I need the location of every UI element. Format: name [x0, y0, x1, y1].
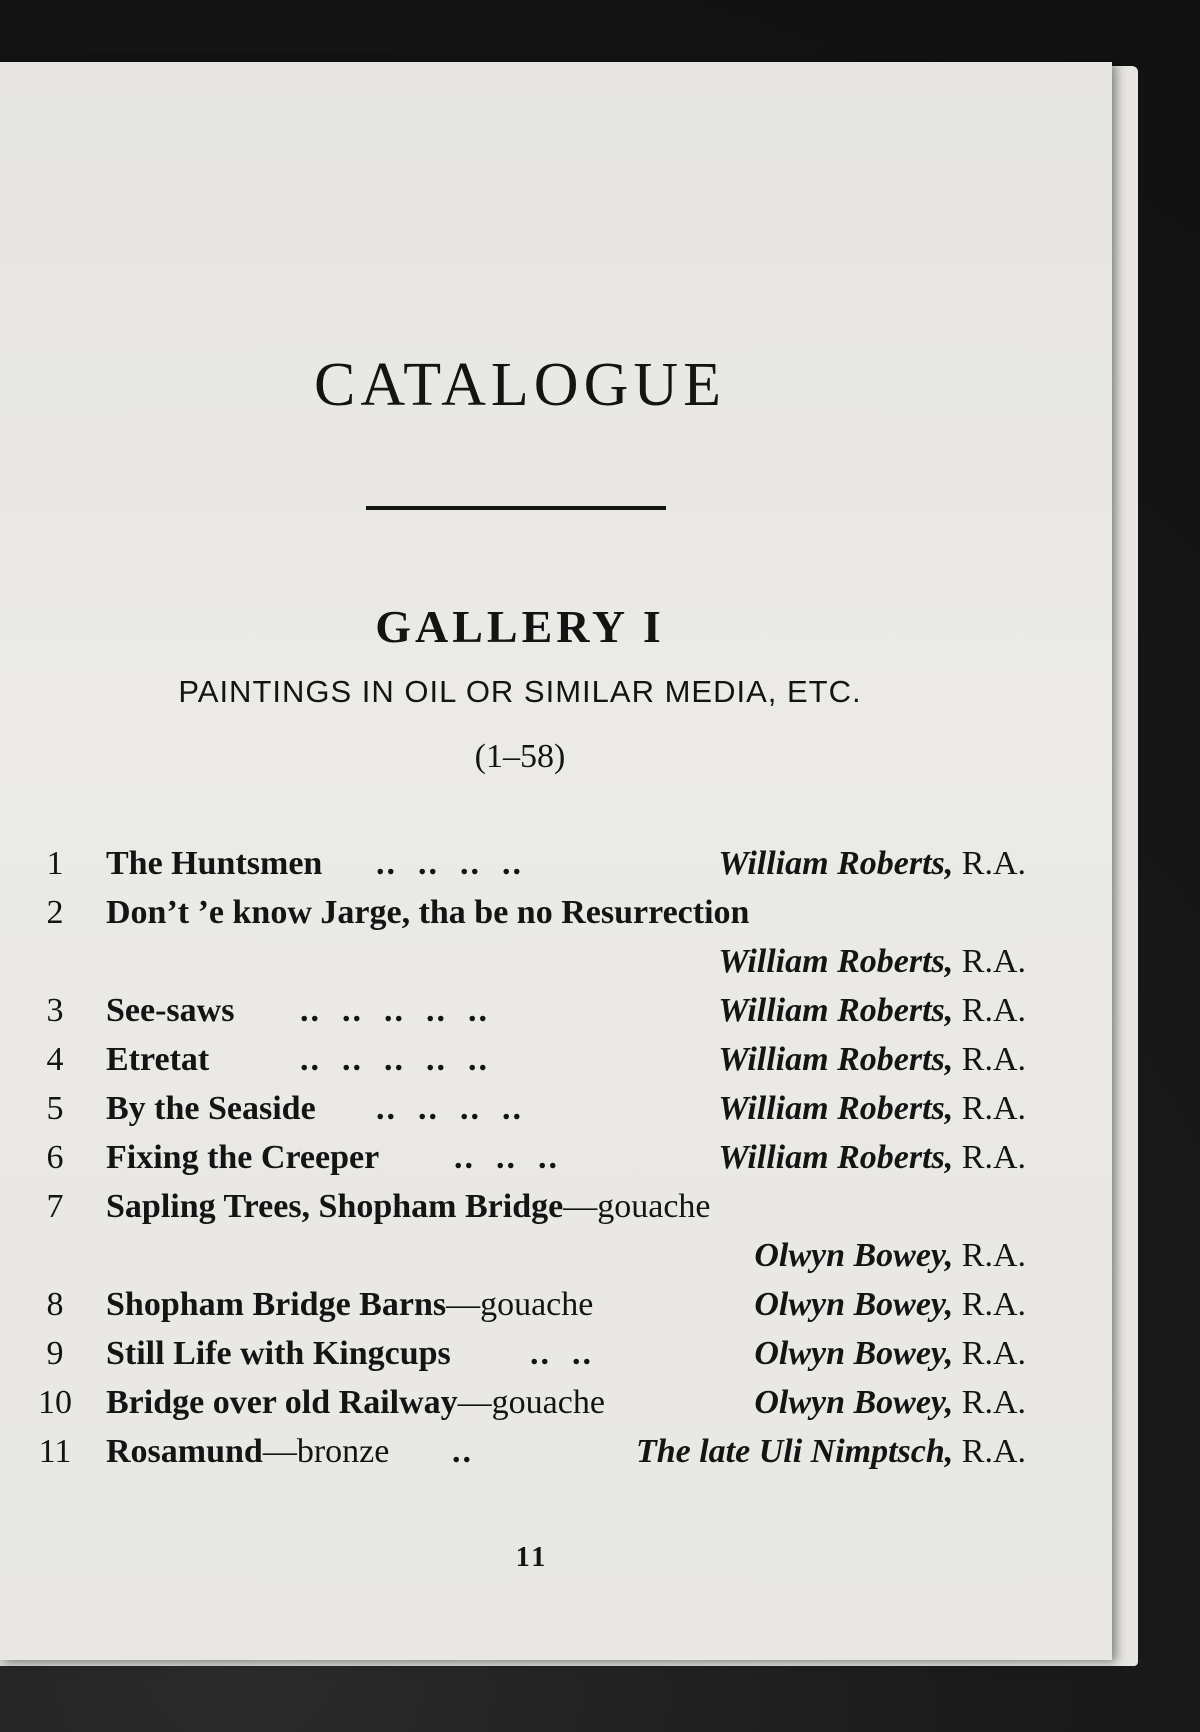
entry-number: 7	[46, 1188, 64, 1225]
catalogue-entry	[0, 1281, 1112, 1329]
artist-honour: R.A.	[961, 1335, 1026, 1372]
catalogue-entry	[0, 889, 1112, 937]
artist-honour: R.A.	[961, 1286, 1026, 1323]
catalogue-entry	[0, 1330, 1112, 1378]
catalogue-page	[0, 62, 1112, 1660]
catalogue-entry	[0, 1036, 1112, 1084]
entry-work	[106, 987, 234, 1035]
artist-name: William Roberts,	[718, 1090, 954, 1127]
catalogue-entry	[0, 1379, 1112, 1427]
artist-name: William Roberts,	[718, 1139, 954, 1176]
artist-honour: R.A.	[961, 1384, 1026, 1421]
entry-title: By the Seaside	[106, 1090, 316, 1127]
entry-medium: —bronze	[262, 1433, 390, 1470]
catalogue-entry	[0, 1134, 1112, 1182]
catalogue-entry	[0, 1183, 1112, 1231]
section-subtitle: PAINTINGS IN OIL OR SIMILAR MEDIA, ETC.	[178, 674, 862, 709]
entry-artist	[718, 840, 1026, 888]
entry-number: 9	[46, 1335, 64, 1372]
entry-title: Sapling Trees, Shopham Bridge	[106, 1188, 564, 1225]
artist-name: Olwyn Bowey,	[754, 1286, 954, 1323]
catalogue-range: (1–58)	[474, 738, 566, 775]
catalogue-entry-continuation	[0, 1232, 1112, 1280]
leader-dots: .. .. .. ..	[376, 845, 523, 882]
entry-artist	[754, 1232, 1026, 1280]
entry-work	[106, 1183, 711, 1231]
artist-honour: R.A.	[961, 1090, 1026, 1127]
entry-medium: —gouache	[457, 1384, 605, 1421]
gallery-heading: GALLERY I	[375, 601, 665, 652]
entry-title: See-saws	[106, 992, 235, 1029]
entry-artist	[636, 1428, 1026, 1476]
entry-number: 5	[46, 1090, 64, 1127]
entry-work	[106, 1085, 316, 1133]
leader-dots: .. .. .. .. ..	[300, 992, 489, 1029]
entry-work	[106, 1281, 593, 1329]
entry-artist	[718, 1085, 1026, 1133]
artist-honour: R.A.	[961, 845, 1026, 882]
entry-number: 8	[46, 1286, 64, 1323]
leader-dots: .. .. ..	[454, 1139, 559, 1176]
artist-name: Olwyn Bowey,	[754, 1237, 954, 1274]
entry-artist	[754, 1281, 1026, 1329]
entry-title: Rosamund	[106, 1433, 263, 1470]
artist-name: William Roberts,	[718, 845, 954, 882]
entry-artist	[718, 938, 1026, 986]
entry-artist	[718, 1134, 1026, 1182]
artist-name: William Roberts,	[718, 943, 954, 980]
artist-name: William Roberts,	[718, 992, 954, 1029]
artist-honour: R.A.	[961, 943, 1026, 980]
entry-title: Don’t ’e know Jarge, tha be no Resurrection	[106, 894, 750, 931]
entry-artist	[754, 1330, 1026, 1378]
entry-medium: —gouache	[446, 1286, 594, 1323]
artist-honour: R.A.	[961, 1433, 1026, 1470]
leader-dots: .. .. .. .. ..	[300, 1041, 489, 1078]
entry-artist	[718, 987, 1026, 1035]
entry-title: Bridge over old Railway	[106, 1384, 458, 1421]
artist-honour: R.A.	[961, 1041, 1026, 1078]
entry-artist	[718, 1036, 1026, 1084]
entry-title: Etretat	[106, 1041, 210, 1078]
artist-honour: R.A.	[961, 1139, 1026, 1176]
catalogue-entry	[0, 1428, 1112, 1476]
leader-dots: ..	[452, 1433, 473, 1470]
artist-name: Olwyn Bowey,	[754, 1384, 954, 1421]
entry-title: Still Life with Kingcups	[106, 1335, 451, 1372]
entry-number: 11	[38, 1433, 72, 1470]
entry-number: 1	[46, 845, 64, 882]
catalogue-entry	[0, 840, 1112, 888]
catalogue-entry	[0, 1085, 1112, 1133]
entry-work	[106, 1134, 379, 1182]
page-number: 11	[515, 1542, 549, 1573]
artist-name: Olwyn Bowey,	[754, 1335, 954, 1372]
entry-title: Shopham Bridge Barns	[106, 1286, 447, 1323]
artist-honour: R.A.	[961, 992, 1026, 1029]
entry-number: 2	[46, 894, 64, 931]
entry-work	[106, 1379, 605, 1427]
catalogue-entry-continuation	[0, 938, 1112, 986]
entry-work	[106, 1330, 451, 1378]
entry-work	[106, 1428, 389, 1476]
page-title: CATALOGUE	[313, 351, 726, 419]
entry-number: 10	[38, 1384, 72, 1421]
entry-title: The Huntsmen	[106, 845, 323, 882]
artist-name: The late Uli Nimptsch,	[635, 1433, 954, 1470]
entry-number: 4	[46, 1041, 64, 1078]
entry-work	[106, 1036, 209, 1084]
artist-honour: R.A.	[961, 1237, 1026, 1274]
leader-dots: .. ..	[530, 1335, 593, 1372]
leader-dots: .. .. .. ..	[376, 1090, 523, 1127]
title-rule	[366, 506, 666, 510]
entry-medium: —gouache	[563, 1188, 711, 1225]
entry-artist	[754, 1379, 1026, 1427]
entry-work	[106, 840, 322, 888]
catalogue-entry	[0, 987, 1112, 1035]
entry-number: 3	[46, 992, 64, 1029]
entry-number: 6	[46, 1139, 64, 1176]
artist-name: William Roberts,	[718, 1041, 954, 1078]
entry-title: Fixing the Creeper	[106, 1139, 380, 1176]
entry-work	[106, 889, 749, 937]
